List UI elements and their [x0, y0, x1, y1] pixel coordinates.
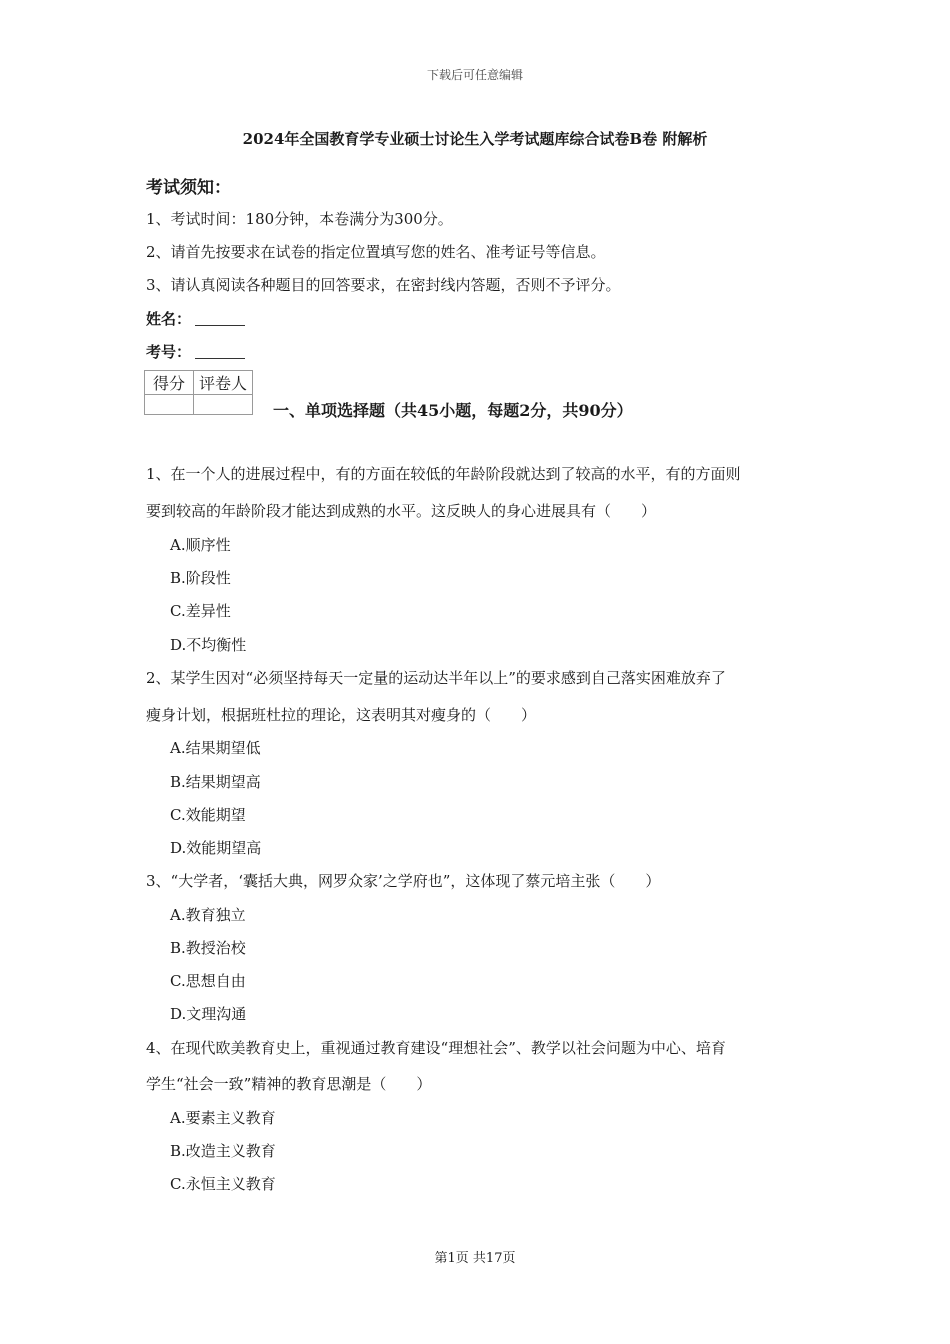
name-label: 姓名：: [146, 310, 192, 328]
name-field: [146, 308, 245, 329]
question-2-option-d: D.效能期望高: [170, 839, 262, 857]
question-2-option-a: A.结果期望低: [170, 739, 261, 757]
name-blank: [195, 311, 245, 326]
question-3-option-d: D.文理沟通: [170, 1005, 247, 1023]
grader-header: 评卷人: [194, 371, 253, 395]
question-4-line-1: 4、在现代欧美教育史上，重视通过教育建设“理想社会”、教学以社会问题为中心、培育: [146, 1039, 726, 1057]
question-2-line-2: 瘦身计划，根据班杜拉的理论，这表明其对瘦身的（ ）: [146, 706, 537, 724]
exam-number-field: [146, 341, 245, 362]
question-2-line-1: 2、某学生因对“必须坚持每天一定量的运动达半年以上”的要求感到自己落实困难放弃了: [146, 669, 726, 687]
question-1-option-b: B.阶段性: [170, 569, 231, 587]
question-1-option-d: D.不均衡性: [170, 636, 247, 654]
question-1-line-2: 要到较高的年龄阶段才能达到成熟的水平。这反映人的身心进展具有（ ）: [146, 502, 657, 520]
score-header: 得分: [145, 371, 194, 395]
exam-number-blank: [195, 344, 245, 359]
question-2-option-c: C.效能期望: [170, 806, 246, 824]
question-3-line-1: 3、“大学者，‘囊括大典，网罗众家’之学府也”，这体现了蔡元培主张（ ）: [146, 872, 661, 890]
question-3-option-a: A.教育独立: [170, 906, 246, 924]
notice-item: 3、请认真阅读各种题目的回答要求，在密封线内答题，否则不予评分。: [146, 276, 621, 294]
score-table: [144, 370, 253, 415]
question-4-option-b: B.改造主义教育: [170, 1142, 276, 1160]
question-4-option-c: C.永恒主义教育: [170, 1175, 276, 1193]
question-1-option-c: C.差异性: [170, 602, 231, 620]
page-footer: 第1页 共17页: [434, 1251, 516, 1266]
document-title: 2024年全国教育学专业硕士讨论生入学考试题库综合试卷B卷 附解析: [242, 130, 708, 148]
question-3-option-c: C.思想自由: [170, 972, 246, 990]
question-4-option-a: A.要素主义教育: [170, 1109, 276, 1127]
question-2-option-b: B.结果期望高: [170, 773, 261, 791]
score-cell: [145, 395, 194, 415]
section-title: 一、单项选择题（共45小题，每题2分，共90分）: [273, 401, 633, 420]
notice-item: 1、考试时间：180分钟，本卷满分为300分。: [146, 210, 453, 228]
question-1-line-1: 1、在一个人的进展过程中，有的方面在较低的年龄阶段就达到了较高的水平，有的方面则: [146, 465, 741, 483]
exam-number-label: 考号：: [146, 343, 192, 361]
exam-notice-heading: 考试须知：: [146, 178, 231, 198]
question-1-option-a: A.顺序性: [170, 536, 231, 554]
grader-cell: [194, 395, 253, 415]
question-3-option-b: B.教授治校: [170, 939, 246, 957]
notice-item: 2、请首先按要求在试卷的指定位置填写您的姓名、准考证号等信息。: [146, 243, 606, 261]
page-header-note: 下载后可任意编辑: [426, 68, 523, 82]
question-4-line-2: 学生“社会一致”精神的教育思潮是（ ）: [146, 1075, 432, 1093]
